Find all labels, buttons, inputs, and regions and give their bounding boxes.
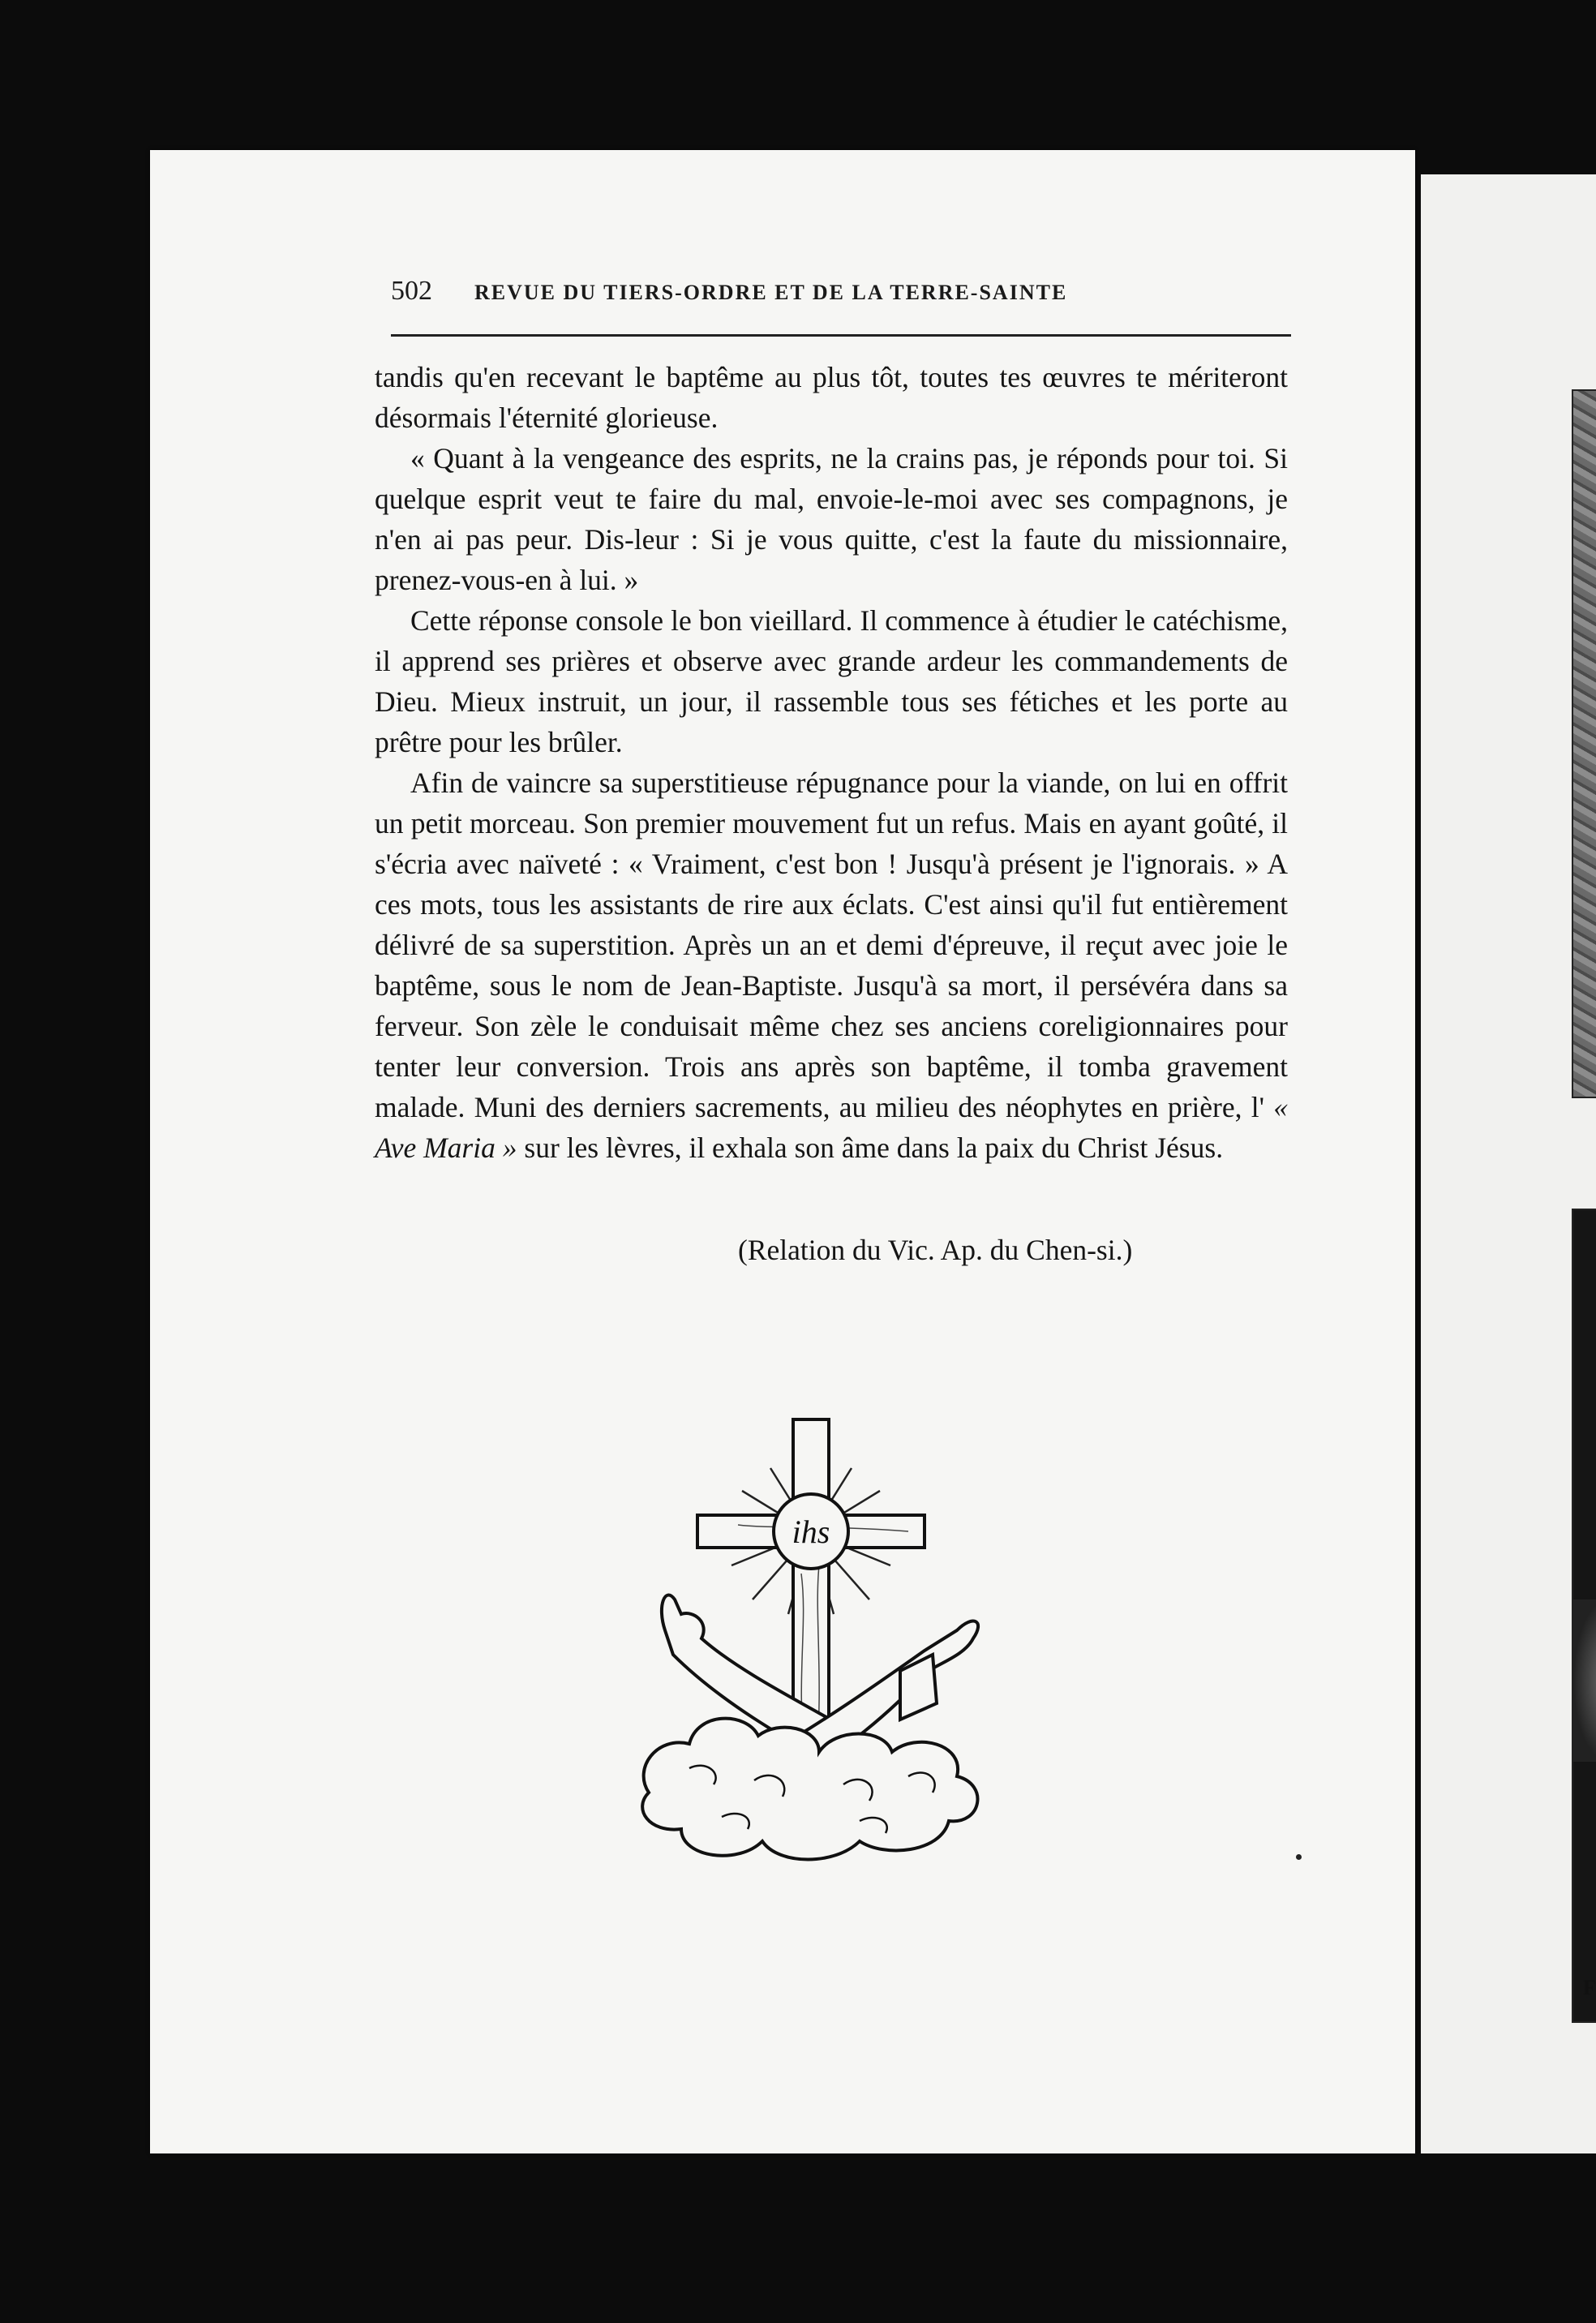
facing-page (1421, 174, 1596, 2153)
source-citation: (Relation du Vic. Ap. du Chen-si.) (738, 1234, 1133, 1266)
facing-page-photo-bottom (1572, 1209, 1596, 2023)
page-header (391, 276, 1291, 307)
paragraph-4-end: sur les lèvres, il exhala son âme dans la paix du Christ Jésus. (517, 1131, 1224, 1164)
cloud (642, 1719, 977, 1860)
ink-speck (1296, 1854, 1302, 1860)
paragraph-4-text: Afin de vaincre sa superstitieuse répugnance pour la viande, on lui en offrit un petit morceau. Son premier mouvement fut un refus. Mais en ayant goûté, il s'écria avec naïveté : « Vraiment, c'est bon ! Jusqu'à présent je l'ignorais. » A ces mots, tous les assistants de rire aux éclats. C'est ainsi qu'il fut entièrement délivré de sa superstition. Après un an et demi d'épreuve, il reçut avec joie le baptême, sous le nom de Jean-Baptiste. Jusqu'à sa mort, il persévéra dans sa ferveur. Son zèle le conduisait même chez ses anciens coreligionnaires pour tenter leur conversion. Trois ans après son baptême, il tomba gravement malade. Muni des derniers sacrements, au milieu des néophytes en prière, l' (375, 766, 1288, 1123)
running-title: REVUE DU TIERS-ORDRE ET DE LA TERRE-SAINTE (474, 281, 1068, 304)
paragraph-2: « Quant à la vengeance des esprits, ne la crains pas, je réponds pour toi. Si quelque esprit veut te faire du mal, envoie-le-moi avec ses compagnons, je n'en ai pas peur. Dis-leur : Si je vous quitte, c'est la faute du missionnaire, prenez-vous-en à lui. » (375, 442, 1288, 596)
paragraph-4 (375, 762, 1288, 1168)
body-text (375, 357, 1288, 1168)
facing-page-photo-top (1572, 389, 1596, 1098)
paragraph-1: tandis qu'en recevant le baptême au plus tôt, toutes tes œuvres te mériteront désormais l'éternité glorieuse. (375, 361, 1288, 434)
monogram-text: ihs (792, 1514, 830, 1550)
cross-with-arms-emblem (616, 1411, 1006, 1882)
facing-page-caption-letter: F (1583, 1976, 1596, 1999)
paragraph-3: Cette réponse console le bon vieillard. Il commence à étudier le catéchisme, il apprend ses prières et observe avec grande ardeur les commandements de Dieu. Mieux instruit, un jour, il rassemble tous ses fétiches et les porte au prêtre pour les brûler. (375, 604, 1288, 758)
header-rule (391, 334, 1291, 337)
ave-maria-italic: « Ave Maria » (375, 1091, 1288, 1164)
page-number: 502 (391, 276, 432, 306)
